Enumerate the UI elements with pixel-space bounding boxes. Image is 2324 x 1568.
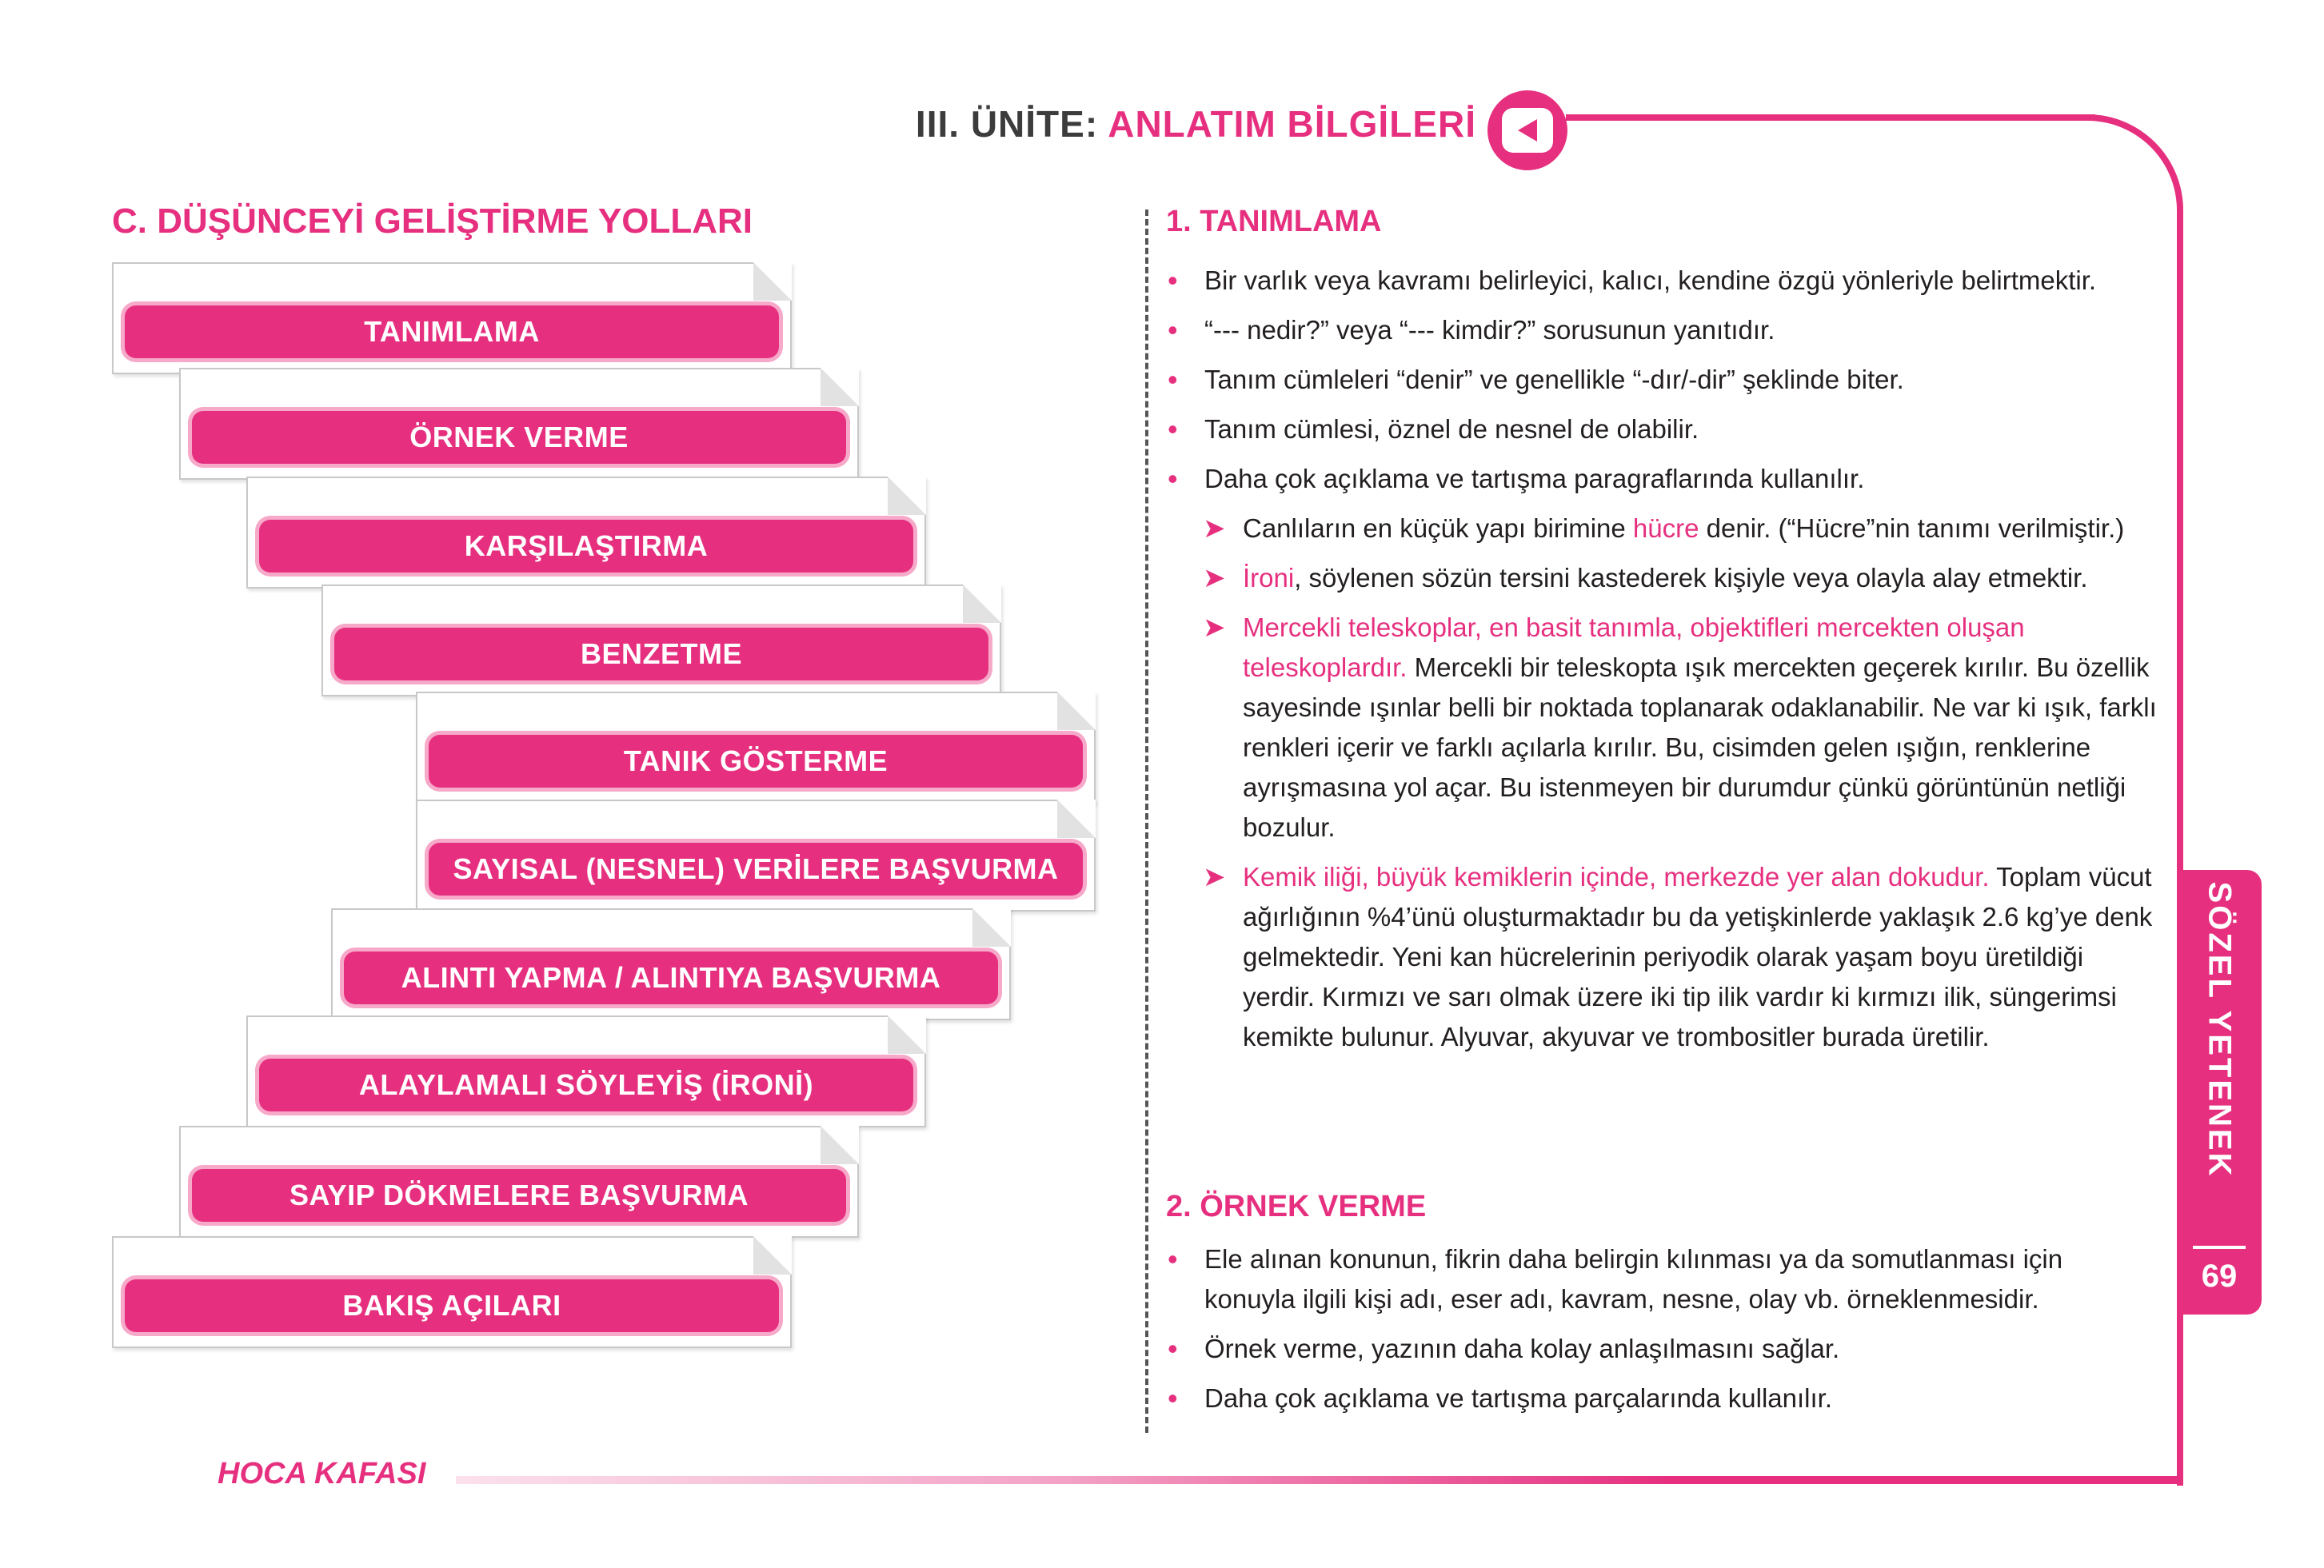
example-text: Mercekli bir teleskopta ışık mercekten geçerek kırılır. Bu özellik sayesinde ışınlar belli bir noktada toplanarak odaklanabilir. Ne var ki ışık, farklı renkleri içerir ve farklı açılarla kırılır. Bu, cisimden gelen ışığın, renklerine ayrışmasına yol açar. Bu istenmeyen bir durumdur çünkü görüntünün netliği bozulur. — [1243, 652, 2157, 842]
frame-line-right-lower — [2177, 1311, 2183, 1486]
step-card — [112, 1236, 792, 1348]
list-item-text: Tanım cümleleri “denir” ve genellikle “-dır/-dir” şeklinde biter. — [1204, 365, 1904, 394]
step-card — [321, 585, 1001, 696]
step-card — [179, 368, 859, 480]
frame-line-top — [1566, 114, 2095, 121]
example-item — [1166, 558, 2158, 598]
bullet-icon: • — [1168, 1382, 1178, 1414]
section-heading-tanimlama: 1. TANIMLAMA — [1166, 205, 1382, 238]
page-fold — [753, 262, 792, 301]
example-text: denir. (“Hücre”nin tanımı verilmiştir.) — [1699, 513, 2125, 543]
list-item — [1166, 1329, 2158, 1369]
list-item-text: Ele alınan konunun, fikrin daha belirgin kılınması ya da somutlanması için konuyla ilgili kişi adı, eser adı, kavram, nesne, olay vb. örneklenmesidir. — [1204, 1244, 2063, 1314]
arrow-right-icon: ➤ — [1203, 513, 1226, 544]
bullet-icon: • — [1168, 363, 1178, 396]
section-title: C. DÜŞÜNCEYİ GELİŞTİRME YOLLARI — [112, 201, 753, 241]
step-card — [246, 477, 926, 588]
list-item — [1166, 459, 2158, 499]
list-item-text: Daha çok açıklama ve tartışma parçalarında kullanılır. — [1204, 1383, 1833, 1413]
step-label: TANIK GÖSTERME — [429, 735, 1083, 788]
tanimlama-list — [1166, 261, 2158, 1067]
list-item-text: Örnek verme, yazının daha kolay anlaşılmasını sağlar. — [1204, 1334, 1840, 1363]
bullet-icon: • — [1168, 462, 1178, 495]
bullet-icon: • — [1168, 413, 1178, 445]
step-card — [331, 908, 1011, 1020]
unit-title — [916, 102, 1476, 146]
list-item-text: “--- nedir?” veya “--- kimdir?” sorusunun yanıtıdır. — [1204, 315, 1775, 345]
list-item — [1166, 409, 2158, 449]
example-highlight: Mercekli teleskoplar, en basit tanımla, objektifleri mercekten oluşan teleskoplardır. — [1243, 612, 2025, 682]
column-divider — [1145, 209, 1148, 1433]
bullet-icon: • — [1168, 1332, 1178, 1365]
list-item-text: Bir varlık veya kavramı belirleyici, kalıcı, kendine özgü yönleriyle belirtmektir. — [1204, 265, 2097, 295]
page-fold — [753, 1236, 792, 1275]
step-card — [416, 692, 1096, 804]
step-label: TANIMLAMA — [125, 305, 779, 358]
step-card — [246, 1015, 926, 1127]
list-item-text: Daha çok açıklama ve tartışma paragraflarında kullanılır. — [1204, 464, 1865, 493]
step-card — [112, 262, 792, 374]
arrow-right-icon: ➤ — [1203, 563, 1226, 593]
page-fold — [821, 1126, 859, 1164]
footer-gradient-bar — [456, 1476, 2183, 1484]
example-highlight: Kemik iliği, büyük kemiklerin içinde, merkezde yer alan dokudur. — [1243, 862, 1990, 892]
example-item — [1166, 509, 2158, 549]
ornek-verme-list — [1166, 1239, 2158, 1428]
example-highlight: İroni — [1243, 563, 1295, 592]
page-fold — [888, 477, 926, 515]
bullet-icon: • — [1168, 1243, 1178, 1275]
unit-topic: ANLATIM BİLGİLERİ — [1108, 103, 1476, 145]
example-text: Canlıların en küçük yapı birimine — [1243, 513, 1633, 543]
page-fold — [888, 1015, 926, 1054]
list-item — [1166, 310, 2158, 350]
step-card — [416, 800, 1096, 912]
example-text: , söylenen sözün tersini kastederek kişiyle veya olayla alay etmektir. — [1294, 563, 2088, 592]
example-text: Toplam vücut ağırlığının %4’ünü oluşturmaktadır bu da yetişkinlerde yaklaşık 2.6 kg’ye denk gelmektedir. Yeni kan hücrelerinin periyodik olarak yaşam boyu üretildiği yerdir. Kırmızı ve sarı olmak üzere iki tip ilik vardır ki kırmızı ilik, süngerimsi kemikte bulunur. Alyuvar, akyuvar ve trombositler burada üretilir. — [1243, 862, 2153, 1051]
step-label: ALAYLAMALI SÖYLEYİŞ (İRONİ) — [259, 1059, 913, 1111]
example-item — [1166, 608, 2158, 848]
step-label: SAYIP DÖKMELERE BAŞVURMA — [192, 1169, 846, 1222]
frame-corner — [2079, 114, 2183, 218]
play-back-icon — [1487, 90, 1567, 170]
step-label: BENZETME — [334, 628, 988, 680]
frame-line-right — [2177, 216, 2183, 872]
side-tab — [2177, 870, 2262, 1315]
list-item — [1166, 1378, 2158, 1418]
bullet-icon: • — [1168, 264, 1178, 297]
list-item-text: Tanım cümlesi, öznel de nesnel de olabilir. — [1204, 414, 1699, 444]
step-label: BAKIŞ AÇILARI — [125, 1279, 779, 1332]
step-label: ÖRNEK VERME — [192, 411, 846, 464]
step-label: ALINTI YAPMA / ALINTIYA BAŞVURMA — [344, 952, 998, 1004]
page-fold — [963, 585, 1001, 623]
page-fold — [972, 908, 1011, 947]
bullet-icon: • — [1168, 313, 1178, 346]
page-fold — [1057, 692, 1096, 730]
list-item — [1166, 1239, 2158, 1319]
example-item — [1166, 857, 2158, 1057]
page-fold — [821, 368, 859, 406]
example-highlight: hücre — [1632, 513, 1699, 543]
step-label: SAYISAL (NESNEL) VERİLERE BAŞVURMA — [429, 843, 1083, 896]
unit-label: III. ÜNİTE: — [915, 103, 1099, 145]
side-tab-divider — [2193, 1246, 2246, 1249]
section-heading-ornek-verme: 2. ÖRNEK VERME — [1166, 1190, 1427, 1223]
footer-brand: HOCA KAFASI — [218, 1457, 426, 1490]
step-card — [179, 1126, 859, 1238]
list-item — [1166, 360, 2158, 400]
step-label: KARŞILAŞTIRMA — [259, 520, 913, 573]
side-tab-label: SÖZEL YETENEK — [2202, 881, 2238, 1179]
list-item — [1166, 261, 2158, 301]
triangle-left-icon — [1505, 102, 1550, 159]
page-number: 69 — [2201, 1259, 2238, 1294]
page-fold — [1057, 800, 1096, 838]
arrow-right-icon: ➤ — [1203, 612, 1226, 643]
arrow-right-icon: ➤ — [1203, 862, 1226, 892]
